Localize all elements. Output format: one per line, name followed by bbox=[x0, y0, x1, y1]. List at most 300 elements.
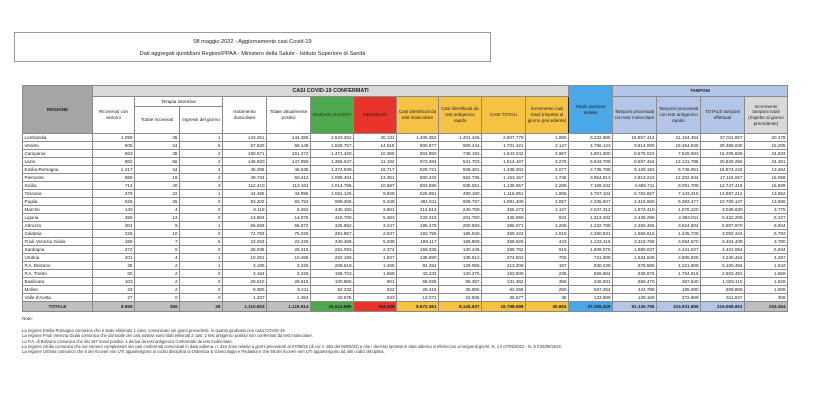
cell-value: 1.099.404 bbox=[311, 174, 354, 182]
region-name: Marche bbox=[23, 206, 93, 214]
cell-value: 511.837 bbox=[701, 294, 745, 302]
cell-value: 236 bbox=[526, 270, 569, 278]
cell-value: 50.412 bbox=[267, 174, 311, 182]
col-header-persone-testate: Totale persone testate bbox=[569, 86, 613, 134]
cell-value: 29.615 bbox=[267, 278, 311, 286]
cell-value: 14.075 bbox=[267, 214, 311, 222]
cell-value: 113.164 bbox=[267, 182, 311, 190]
cell-value: 0 bbox=[180, 286, 223, 294]
table-row bbox=[23, 278, 788, 286]
table-row bbox=[23, 166, 788, 174]
cell-value: 185.478 bbox=[397, 222, 439, 230]
cell-value: 185.628 bbox=[439, 230, 482, 238]
total-value: 28 bbox=[180, 302, 223, 312]
cell-value: 240.759 bbox=[439, 206, 482, 214]
cell-value: 1.163.167 bbox=[482, 174, 526, 182]
cell-value: 84.254 bbox=[397, 262, 439, 270]
cell-value: 4.297 bbox=[745, 254, 788, 262]
cell-value: 3 bbox=[180, 182, 223, 190]
cell-value: 4.655.711 bbox=[613, 182, 657, 190]
cell-value: 1.018 bbox=[526, 230, 569, 238]
cell-value: 2.057 bbox=[526, 198, 569, 206]
cell-value: 13.351 bbox=[354, 174, 397, 182]
cell-value: 74.793 bbox=[223, 230, 267, 238]
cell-value: 369.423 bbox=[482, 230, 526, 238]
cell-value: 44.996 bbox=[267, 190, 311, 198]
total-label: TOTALE bbox=[23, 302, 93, 312]
total-value: 15.514.595 bbox=[311, 302, 354, 312]
cell-value: 567.264 bbox=[569, 286, 613, 294]
region-name: Molise bbox=[23, 286, 93, 294]
cell-value: 289.782 bbox=[482, 246, 526, 254]
col-header-tamponi-totale: TOTALE tamponi effettuati bbox=[701, 97, 745, 134]
table-row bbox=[23, 230, 788, 238]
cell-value: 200.593 bbox=[439, 222, 482, 230]
cell-value: 4 bbox=[135, 254, 180, 262]
region-name: Piemonte bbox=[23, 174, 93, 182]
cell-value: 160.571 bbox=[223, 150, 267, 158]
cell-value: 5.643.709 bbox=[569, 158, 613, 166]
cell-value: 1.127 bbox=[526, 206, 569, 214]
cell-value: 1.313.332 bbox=[569, 214, 613, 222]
table-row bbox=[23, 214, 788, 222]
cell-value: 3.278 bbox=[526, 158, 569, 166]
cell-value: 2.993.911 bbox=[657, 214, 701, 222]
cell-value: 16.205.606 bbox=[701, 150, 745, 158]
cell-value: 372.668 bbox=[657, 294, 701, 302]
cell-value: 0 bbox=[180, 270, 223, 278]
cell-value: 1.076.220 bbox=[657, 206, 701, 214]
total-value: 16.798.998 bbox=[482, 302, 526, 312]
cell-value: 635.061 bbox=[439, 182, 482, 190]
cell-value: 8.697.464 bbox=[613, 158, 657, 166]
cell-value: 22 bbox=[135, 190, 180, 198]
cell-value: 4.901.000 bbox=[569, 150, 613, 158]
cell-value: 7 bbox=[135, 238, 180, 246]
cell-value: 5.934 bbox=[745, 246, 788, 254]
table-row bbox=[23, 206, 788, 214]
cell-value: 625.891 bbox=[397, 190, 439, 198]
cell-value: 3.624.504 bbox=[657, 222, 701, 230]
cell-value: 1.406.352 bbox=[397, 134, 439, 142]
notes-section bbox=[22, 316, 822, 354]
cell-value: 14.515 bbox=[354, 142, 397, 150]
cell-value: 20.829.250 bbox=[701, 158, 745, 166]
cell-value: 25.416 bbox=[397, 286, 439, 294]
col-header-deceduti: DECEDUTI bbox=[354, 97, 397, 134]
cell-value: 3.954.813 bbox=[569, 174, 613, 182]
cell-value: 1.355.047 bbox=[311, 158, 354, 166]
cell-value: 1.061.126 bbox=[311, 190, 354, 198]
cell-value: 274.502 bbox=[482, 254, 526, 262]
cell-value: 386.071 bbox=[482, 222, 526, 230]
cell-value: 3.247 bbox=[354, 222, 397, 230]
cell-value: 1.608 bbox=[745, 286, 788, 294]
cell-value: 2.374 bbox=[354, 246, 397, 254]
cell-value: 135.612 bbox=[439, 254, 482, 262]
cell-value: 1.208 bbox=[526, 222, 569, 230]
cell-value: 262.199 bbox=[311, 254, 354, 262]
total-row bbox=[23, 302, 788, 312]
cell-value: 44.495 bbox=[223, 190, 267, 198]
cell-value: 21.154.454 bbox=[657, 134, 701, 142]
table-row bbox=[23, 222, 788, 230]
cell-value: 5.227 bbox=[745, 214, 788, 222]
cell-value: 1.026.110 bbox=[701, 278, 745, 286]
note-line: La regione Sicilia comunica che sul numero complessivo dei casi confermati comunicati in data odierna, n. 424 sono relativi a giorni precedenti al 07/05/22 (di cui n. 354 del 06/05/22) e che i decessi riportati in data odierna si riferiscono ai seguenti giorni: N. 1 il 07/05/2022 - N. 8 il 06/05/2022. bbox=[22, 343, 563, 349]
cell-value: 5.100.494 bbox=[701, 262, 745, 270]
cell-value: 1.133.416 bbox=[569, 238, 613, 246]
cell-value: 508.481 bbox=[439, 166, 482, 174]
cell-value: 900.444 bbox=[439, 142, 482, 150]
region-name: Emilia-Romagna bbox=[23, 166, 93, 174]
cell-value: 8.676.023 bbox=[613, 150, 657, 158]
cell-value: 10.350 bbox=[354, 150, 397, 158]
cell-value: 133.689 bbox=[569, 294, 613, 302]
cell-value: 10.709.137 bbox=[701, 198, 745, 206]
cell-value: 56 bbox=[135, 158, 180, 166]
table-row bbox=[23, 198, 788, 206]
cell-value: 24.461 bbox=[745, 158, 788, 166]
cell-value: 503.596 bbox=[397, 182, 439, 190]
cell-value: 15.205 bbox=[745, 142, 788, 150]
cell-value: 7.169.432 bbox=[569, 182, 613, 190]
cell-value: 3.048.630 bbox=[701, 206, 745, 214]
cell-value: 38 bbox=[135, 150, 180, 158]
col-header-ingressi: Ingressi del giorno bbox=[180, 107, 223, 134]
cell-value: 213.309 bbox=[482, 262, 526, 270]
cell-value: 663 bbox=[93, 150, 135, 158]
cell-value: 23.429 bbox=[267, 238, 311, 246]
cell-value: 60 bbox=[93, 270, 135, 278]
col-header-incremento-casi: Incremento casi totali (rispetto al giorno precedente) bbox=[526, 97, 569, 134]
note-line: La P.A. di Bolzano comunica che dei 197 nuovi positivi, 1 deriva da test antigenico confermato da test molecolare. bbox=[22, 338, 233, 344]
table-row bbox=[23, 270, 788, 278]
region-name: P.A. Bolzano bbox=[23, 262, 93, 270]
cell-value: 45.285 bbox=[223, 166, 267, 174]
cell-value: 20.478 bbox=[745, 134, 788, 142]
cell-value: 65.357 bbox=[439, 278, 482, 286]
cell-value: 358 bbox=[526, 278, 569, 286]
cell-value: 2 bbox=[180, 150, 223, 158]
col-header-casi-antigenico: Casi identificati da test antigenico rapido bbox=[439, 97, 482, 134]
cell-value: 6.746.051 bbox=[657, 166, 701, 174]
cell-value: 1.542 bbox=[745, 262, 788, 270]
cell-value: 29.510 bbox=[223, 278, 267, 286]
cell-value: 183.795 bbox=[397, 230, 439, 238]
col-header-isolamento: Isolamento domiciliare bbox=[223, 97, 267, 134]
cell-value: 3.077 bbox=[526, 166, 569, 174]
cell-value: 1 bbox=[180, 254, 223, 262]
cell-value: 258 bbox=[93, 214, 135, 222]
cell-value: 201 bbox=[93, 254, 135, 262]
region-name: Sicilia bbox=[23, 182, 93, 190]
cell-value: 8.232.985 bbox=[569, 134, 613, 142]
cell-value: 1.569 bbox=[745, 270, 788, 278]
cell-value: 138.890 bbox=[397, 254, 439, 262]
cell-value: 2 bbox=[180, 158, 223, 166]
cell-value: 57.620 bbox=[223, 142, 267, 150]
cell-value: 800.977 bbox=[397, 142, 439, 150]
cell-value: 3.775 bbox=[745, 206, 788, 214]
cell-value: 1.643.042 bbox=[482, 150, 526, 158]
cell-value: 15.874.243 bbox=[701, 166, 745, 174]
total-value: 8.126.637 bbox=[439, 302, 482, 312]
cell-value: 2 bbox=[180, 174, 223, 182]
cell-value: 233.318 bbox=[397, 214, 439, 222]
cell-value: 4 bbox=[135, 206, 180, 214]
cell-value: 929.721 bbox=[397, 166, 439, 174]
cell-value: 1.438.202 bbox=[482, 166, 526, 174]
total-value: 8.672.361 bbox=[397, 302, 439, 312]
cell-value: 2.623.262 bbox=[311, 134, 354, 142]
cell-value: 12.202.844 bbox=[657, 174, 701, 182]
cell-value: 159 bbox=[93, 238, 135, 246]
cell-value: 38 bbox=[526, 294, 569, 302]
cell-value: 10.697 bbox=[354, 182, 397, 190]
region-name: Basilicata bbox=[23, 278, 93, 286]
cell-value: 130.446 bbox=[439, 246, 482, 254]
cell-value: 304 bbox=[93, 222, 135, 230]
cell-value: 13.464 bbox=[745, 166, 788, 174]
total-value: 91.136.795 bbox=[613, 302, 657, 312]
cell-value: 9.128.192 bbox=[613, 166, 657, 174]
cell-value: 12.131.786 bbox=[657, 158, 701, 166]
cell-value: 1.985 bbox=[526, 134, 569, 142]
cell-value: 2.288 bbox=[526, 182, 569, 190]
cell-value: 556.864 bbox=[569, 270, 613, 278]
cell-value: 169.809 bbox=[439, 238, 482, 246]
table-row bbox=[23, 134, 788, 142]
cell-value: 714 bbox=[93, 182, 135, 190]
cell-value: 705 bbox=[526, 254, 569, 262]
table-row bbox=[23, 254, 788, 262]
cell-value: 290 bbox=[526, 286, 569, 294]
note-line: La regione Emilia Romagna comunica che è stato eliminato 1 caso, comunicato nei giorni precedenti, in quanto giudicato non caso COVID-19. bbox=[22, 328, 286, 334]
cell-value: 2 bbox=[135, 262, 180, 270]
group-header-terapia: Terapia intensiva bbox=[135, 97, 223, 107]
total-value: 203.454 bbox=[745, 302, 788, 312]
cell-value: 1.828 bbox=[745, 278, 788, 286]
cell-value: 26.035 bbox=[223, 246, 267, 254]
total-value: 356 bbox=[135, 302, 180, 312]
cell-value: 208.619 bbox=[311, 262, 354, 270]
group-header-tamponi: TAMPONI bbox=[613, 86, 788, 97]
cell-value: 93.753 bbox=[267, 198, 311, 206]
cell-value: 3.185 bbox=[223, 262, 267, 270]
cell-value: 37.011.867 bbox=[701, 134, 745, 142]
cell-value: 197 bbox=[526, 262, 569, 270]
cell-value: 3.002.344 bbox=[701, 230, 745, 238]
cell-value: 9.929 bbox=[354, 190, 397, 198]
cell-value: 0 bbox=[180, 198, 223, 206]
cell-value: 445.150 bbox=[311, 206, 354, 214]
cell-value: 2.283.466 bbox=[613, 222, 657, 230]
cell-value: 214.514 bbox=[397, 206, 439, 214]
cell-value: 261.093 bbox=[311, 246, 354, 254]
cell-value: 34 bbox=[135, 166, 180, 174]
cell-value: 100.866 bbox=[311, 278, 354, 286]
cell-value: 3.225 bbox=[267, 262, 311, 270]
cell-value: 56.559 bbox=[223, 222, 267, 230]
cell-value: 10 bbox=[135, 230, 180, 238]
cell-value: 1.345.728 bbox=[657, 230, 701, 238]
cell-value: 8.934 bbox=[745, 222, 788, 230]
cell-value: 17.116.067 bbox=[701, 174, 745, 182]
cell-value: 2.441.027 bbox=[657, 246, 701, 254]
cell-value: 838.875 bbox=[613, 270, 657, 278]
cell-value: 443 bbox=[526, 238, 569, 246]
cell-value: 662.735 bbox=[439, 174, 482, 182]
region-name: Puglia bbox=[23, 198, 93, 206]
cell-value: 199.117 bbox=[397, 238, 439, 246]
report-subtitle: Dati aggregati quotidiani Regioni/PPAA - Ministero della Salute - Istituto Superiore di Sanità bbox=[139, 51, 366, 57]
table-row bbox=[23, 294, 788, 302]
cell-value: 1.628.757 bbox=[311, 142, 354, 150]
cell-value: 658.470 bbox=[613, 278, 657, 286]
cell-value: 1.745 bbox=[526, 174, 569, 182]
cell-value: 4.421.064 bbox=[701, 246, 745, 254]
cell-value: 2 bbox=[135, 286, 180, 294]
cell-value: 29.368.930 bbox=[701, 142, 745, 150]
cell-value: 1.634.639 bbox=[613, 254, 657, 262]
cell-value: 27 bbox=[93, 294, 135, 302]
total-value: 37.299.429 bbox=[569, 302, 613, 312]
cell-value: 1.514.187 bbox=[482, 158, 526, 166]
region-name: Umbria bbox=[23, 254, 93, 262]
cell-value: 1.701.421 bbox=[482, 142, 526, 150]
notes-title: Note: bbox=[22, 316, 33, 321]
cell-value: 13.071 bbox=[397, 294, 439, 302]
cell-value: 368.926 bbox=[482, 238, 526, 246]
region-name: Abruzzo bbox=[23, 222, 93, 230]
cell-value: 35 bbox=[135, 134, 180, 142]
cell-value: 159.336 bbox=[397, 246, 439, 254]
cell-value: 3.861 bbox=[354, 206, 397, 214]
cell-value: 43.233 bbox=[397, 270, 439, 278]
cell-value: 2.603.491 bbox=[701, 270, 745, 278]
cell-value: 5 bbox=[180, 238, 223, 246]
cell-value: 6.262 bbox=[267, 206, 311, 214]
cell-value: 1 bbox=[180, 190, 223, 198]
cell-value: 346.931 bbox=[569, 278, 613, 286]
cell-value: 533 bbox=[354, 294, 397, 302]
cell-value: 140 bbox=[93, 206, 135, 214]
cell-value: 424.788 bbox=[613, 286, 657, 294]
region-name: Campania bbox=[23, 150, 93, 158]
cell-value: 308 bbox=[745, 294, 788, 302]
table-row bbox=[23, 190, 788, 198]
cell-value: 415.700 bbox=[311, 214, 354, 222]
cell-value: 1.116.051 bbox=[482, 190, 526, 198]
table-row bbox=[23, 158, 788, 166]
region-name: Friuli Venezia Giulia bbox=[23, 238, 93, 246]
cell-value: 1.905 bbox=[526, 190, 569, 198]
cell-value: 4.221.909 bbox=[657, 262, 701, 270]
cell-value: 24.933 bbox=[745, 150, 788, 158]
cell-value: 75.029 bbox=[267, 230, 311, 238]
cell-value: 24 bbox=[135, 142, 180, 150]
cell-value: 13.804 bbox=[223, 214, 267, 222]
cell-value: 0 bbox=[180, 214, 223, 222]
cell-value: 2.735.798 bbox=[569, 166, 613, 174]
cell-value: 33.678 bbox=[311, 294, 354, 302]
cell-value: 541.703 bbox=[439, 158, 482, 166]
cell-value: 13.897.212 bbox=[701, 190, 745, 198]
cell-value: 2 bbox=[135, 270, 180, 278]
total-value: 8.655 bbox=[93, 302, 135, 312]
cell-value: 103 bbox=[93, 278, 135, 286]
region-name: P.A. Trento bbox=[23, 270, 93, 278]
col-header-casi-totali: CASI TOTALI bbox=[482, 97, 526, 134]
table-row bbox=[23, 262, 788, 270]
cell-value: 93.202 bbox=[223, 198, 267, 206]
cell-value: 6.404.439 bbox=[701, 238, 745, 246]
covid-cases-table bbox=[22, 85, 788, 312]
cell-value: 112.410 bbox=[223, 182, 267, 190]
cell-value: 19 bbox=[135, 174, 180, 182]
col-header-tamponi-molecolare: Tamponi processati con test molecolare bbox=[613, 97, 657, 134]
cell-value: 7.529.583 bbox=[657, 150, 701, 158]
report-title-box bbox=[14, 32, 491, 62]
cell-value: 0 bbox=[180, 278, 223, 286]
cell-value: 10.261 bbox=[223, 254, 267, 262]
cell-value: 15.857.413 bbox=[613, 134, 657, 142]
cell-value: 878.585 bbox=[613, 262, 657, 270]
cell-value: 3.319.769 bbox=[613, 238, 657, 246]
cell-value: 5.792 bbox=[745, 230, 788, 238]
cell-value: 1.656.616 bbox=[613, 230, 657, 238]
cell-value: 1.099 bbox=[93, 134, 135, 142]
cell-value: 4.240.464 bbox=[701, 254, 745, 262]
note-line: La regione Umbria comunica che 5 dei ricoveri non UTI appartengono ai codici disciplina di Ostetricia & Ginecologia e Pediatria e che 58 dei ricoveri non UTI appartengono ad altri codici disciplina. bbox=[22, 349, 385, 355]
cell-value: 834 bbox=[526, 214, 569, 222]
cell-value: 26.315 bbox=[267, 246, 311, 254]
cell-value: 490.160 bbox=[439, 190, 482, 198]
cell-value: 23.263 bbox=[223, 238, 267, 246]
cell-value: 13 bbox=[135, 214, 180, 222]
cell-value: 185.080 bbox=[657, 286, 701, 294]
cell-value: 9.411 bbox=[267, 286, 311, 294]
region-name: Toscana bbox=[23, 190, 93, 198]
region-name: Sardegna bbox=[23, 246, 93, 254]
total-value: 30.804 bbox=[526, 302, 569, 312]
total-value: 1.110.903 bbox=[223, 302, 267, 312]
region-name: Lazio bbox=[23, 158, 93, 166]
note-line: La regione Friuli Venezia Giulia comunica che dal totale dei casi positivi sono stati eliminati 2 casi: 2 test antigenici positivi non confermati da test molecolare. bbox=[22, 333, 313, 339]
cell-value: 3.147 bbox=[526, 142, 569, 150]
cell-value: 481.611 bbox=[397, 198, 439, 206]
cell-value: 340.458 bbox=[311, 238, 354, 246]
cell-value: 4 bbox=[180, 166, 223, 174]
cell-value: 22.506 bbox=[439, 294, 482, 302]
cell-value: 3.780 bbox=[745, 238, 788, 246]
cell-value: 6.753.897 bbox=[613, 190, 657, 198]
total-value: 164.489 bbox=[354, 302, 397, 312]
cell-value: 721.008 bbox=[569, 254, 613, 262]
cell-value: 505 bbox=[93, 142, 135, 150]
col-header-ricoverati: Ricoverati con sintomi bbox=[93, 97, 135, 134]
cell-value: 1.364 bbox=[267, 294, 311, 302]
cell-value: 659 bbox=[93, 174, 135, 182]
col-header-attualmente-positivi: Totale attualmente positivi bbox=[267, 97, 311, 134]
col-header-totale-ricoverati: Totale ricoverati bbox=[135, 107, 180, 134]
col-header-guariti: DIMESSI GUARITI bbox=[311, 97, 354, 134]
cell-value: 5.432.209 bbox=[701, 214, 745, 222]
cell-value: 972.484 bbox=[397, 158, 439, 166]
region-name: Lombardia bbox=[23, 134, 93, 142]
cell-value: 609.797 bbox=[439, 198, 482, 206]
